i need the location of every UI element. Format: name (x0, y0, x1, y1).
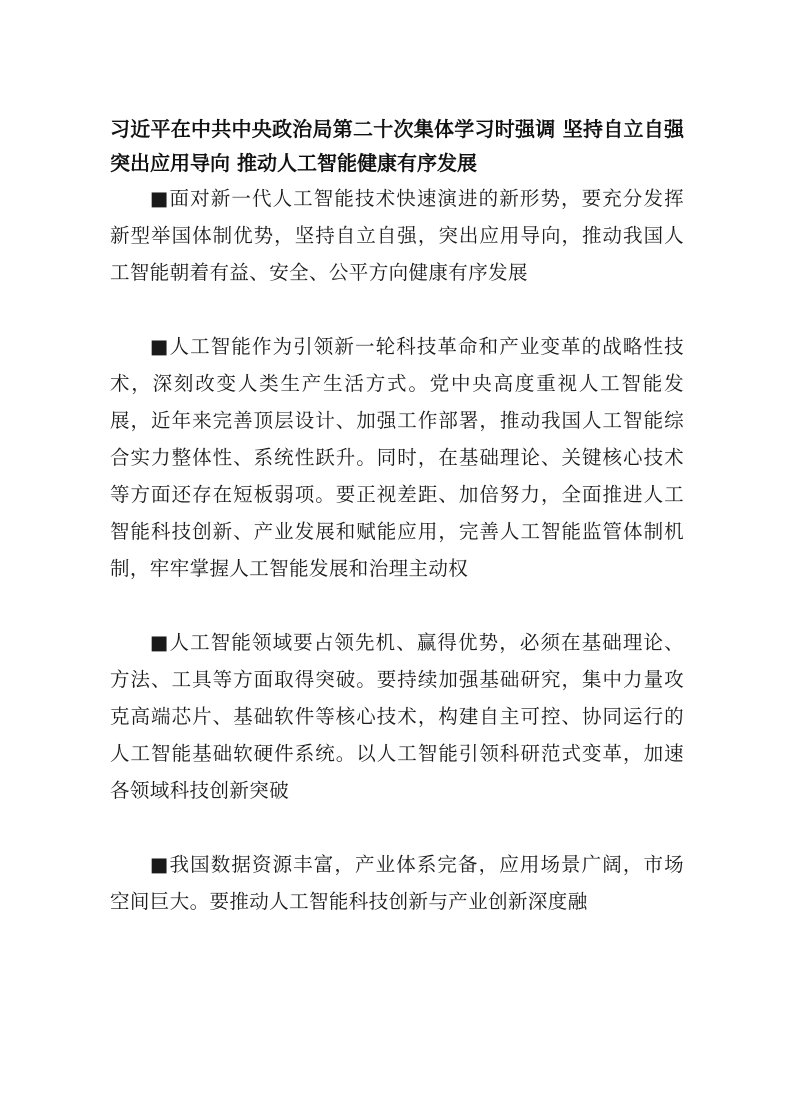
paragraph-4: ■我国数据资源丰富，产业体系完备，应用场景广阔，市场空间巨大。要推动人工智能科技创新与产业创新深度融 (110, 853, 684, 913)
paragraph-1: ■面对新一代人工智能技术快速演进的新形势，要充分发挥新型举国体制优势，坚持自立自强，突出应用导向，推动我国人工智能朝着有益、安全、公平方向健康有序发展 (110, 187, 684, 284)
paragraph-gap (110, 809, 684, 846)
paragraph-3: ■人工智能领域要占领先机、赢得优势，必须在基础理论、方法、工具等方面取得突破。要持续加强基础研究，集中力量攻克高端芯片、基础软件等核心技术，构建自主可控、协同运行的人工智能基础软硬件系统。以人工智能引领科研范式变革，加速各领域科技创新突破 (110, 631, 684, 802)
paragraph-gap (110, 587, 684, 624)
paragraph-2: ■人工智能作为引领新一轮科技革命和产业变革的战略性技术，深刻改变人类生产生活方式。党中央高度重视人工智能发展，近年来完善顶层设计、加强工作部署，推动我国人工智能综合实力整体性、系统性跃升。同时，在基础理论、关键核心技术等方面还存在短板弱项。要正视差距、加倍努力，全面推进人工智能科技创新、产业发展和赋能应用，完善人工智能监管体制机制，牢牢掌握人工智能发展和治理主动权 (110, 335, 684, 580)
paragraph-gap (110, 291, 684, 328)
article-body (110, 112, 684, 920)
article-title: 习近平在中共中央政治局第二十次集体学习时强调 坚持自立自强 突出应用导向 推动人工智能健康有序发展 (110, 117, 684, 175)
